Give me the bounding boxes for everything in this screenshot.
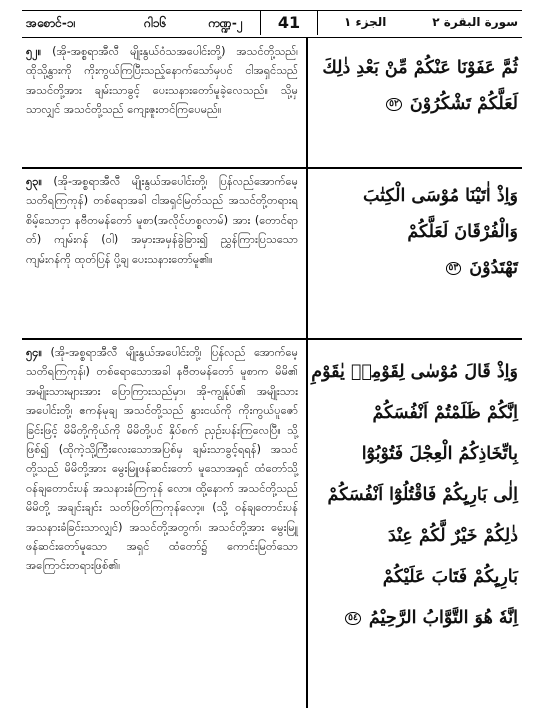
translation-text-52: (အို-အစ္စရာအီလီ မျိုးနွယ်ဝံသအပေါင်းတို့) အသင်တို့သည်၊ ထိုသို့နွားကို ကိုးကွယ်ကြပြီးသည့်နောက်သော်မှပင် ငါအရှင်သည် အသင်တို့အား ချမ်းသာခွင့် ပေးသနားတော်မူခဲ့လေသည်။ သို့မှသာလျှင် အသင်တို့သည် ကျေးဇူးတင်ကြပေမည်။ — [26, 45, 298, 117]
arabic-line: بِاتِّخَاذِكُمُ الْعِجْلَ فَتُوْبُوْٓا — [361, 444, 518, 464]
verse-number-52: ၅၂။ — [26, 45, 42, 58]
page-number: 41 — [260, 10, 318, 35]
arabic-line: ذٰلِكُمْ خَيْرٌ لَّكُمْ عِنْدَ — [387, 526, 518, 546]
arabic-line: اِنَّهٗ هُوَ التَّوَّابُ الرَّحِيْمُ ٥٤ — [312, 598, 518, 639]
arabic-verse-53 — [312, 178, 518, 286]
translation-52 — [26, 42, 298, 120]
section-label: ကဏ္ဍ-၂ — [208, 16, 243, 30]
translation-54 — [26, 343, 298, 576]
page-header — [22, 10, 522, 38]
arabic-line: وَالْفُرْقَانَ لَعَلَّكُمْ — [407, 222, 518, 242]
arabic-line: لَعَلَّكُمْ تَشْكُرُوْنَ ٥٢ — [312, 86, 518, 122]
translation-text-54: (အို-အစ္စရာအီလီ မျိုးနွယ်အပေါင်းတို့၊ ပြန်လည် အောက်မေ့သတိရကြကုန်၊) တစ်ရောသောအခါ နဗီတမန်တော် မူစာက မိမိ၏ အမျိုးသားများအား ပြောကြားသည်မှာ၊ အို-ကျွန်ုပ်၏ အမျိုးသားအပေါင်းတို့၊ ဧကန်မုချ အသင်တို့သည် နွားငယ်ကို ကိုးကွယ်ပူဇော်ခြင်းဖြင့် မိမိတို့ကိုယ်ကို မိမိတို့ပင် နှိပ်စက် ညှဉ်းပန်းကြလေပြီ။ သို့ဖြစ်၍ (ထိုကဲ့သို့ကြီးလေးသောအပြစ်မှ ချမ်းသာခွင့်ရရန်) အသင်တို့သည် မိမိတို့အား မွေးမြူဖန်ဆင်းတော် မူသောအရှင် ထံတော်သို့ ဝန်ချတောင်းပန် အသနားခံကြကုန် လော။ ထို့နောက် အသင်တို့သည် မိမိတို့ အချင်းချင်း သတ်ဖြတ်ကြကုန်လော့။ (သို့ ဝန်ချတောင်းပန် အသနားခံခြင်းသာလျှင်) အသင်တို့အတွက်၊ အသင်တို့အား မွေးမြူဖန်ဆင်းတော်မူသော အရှင် ထံတော်၌ ကောင်းမြတ်သောအကြောင်းတရားဖြစ်၏၊ — [26, 346, 298, 573]
column-divider — [306, 38, 308, 708]
arabic-line: ثُمَّ عَفَوْنَا عَنْكُمْ مِّنْ بَعْدِ ذٰلِكَ — [322, 58, 518, 78]
volume-label: အစောင်-၁၊ — [26, 16, 76, 30]
arabic-line: اِنَّكُمْ ظَلَمْتُمْ اَنْفُسَكُمْ — [372, 403, 518, 423]
arabic-verse-54 — [312, 352, 518, 639]
surah-label: سورة البقرة ٢ — [432, 15, 518, 29]
arabic-verse-52 — [312, 50, 518, 122]
section-separator — [22, 338, 522, 340]
arabic-line: وَاِذْ اٰتَيْنَا مُوْسَى الْكِتٰبَ — [363, 186, 518, 206]
part-label: ဂါ၁၆ — [144, 16, 167, 30]
verse-end-marker: ٥٢ — [386, 98, 402, 111]
verse-end-marker: ٥٣ — [446, 262, 462, 275]
arabic-line: تَهْتَدُوْنَ ٥٣ — [312, 250, 518, 286]
translation-text-53: (အို-အစ္စရာအီလီ မျိုးနွယ်အပေါင်းတို့၊ ပြန်လည်အောက်မေ့သတိရကြကုန်) တစ်ရောအခါ ငါအရှင်မြတ်သည် အသင်တို့တရားရစိမ့်သောငှာ နဗီတမန်တော် မူစာ(အလိုင်ဟစ္စလာမ်) အား (တောင်ရာတ်) ကျမ်းဂန် (ဝါ) အမှားအမှန်ခွဲခြား၍ ညွှန်ကြားပြသသော ကျမ်းဂန်ကို ထုတ်ပြန် ပို့ချ ပေးသနားတော်မူ၏။ — [26, 175, 298, 266]
arabic-line: اِلٰى بَارِىِٕكُمْ فَاقْتُلُوْٓا اَنْفُسَكُمْ — [327, 485, 518, 505]
verse-number-53: ၅၃။ — [26, 175, 42, 188]
arabic-line: وَاِذْ قَالَ مُوْسٰى لِقَوْمِهٖ يٰقَوْمِ — [311, 362, 518, 382]
verse-end-marker: ٥٤ — [345, 612, 361, 625]
section-separator — [22, 167, 522, 169]
verse-number-54: ၅၄။ — [26, 346, 42, 359]
arabic-line: بَارِىِٕكُمْ فَتَابَ عَلَيْكُمْ — [382, 567, 518, 587]
translation-53 — [26, 172, 298, 269]
juz-label: الجزء ١ — [344, 15, 387, 29]
